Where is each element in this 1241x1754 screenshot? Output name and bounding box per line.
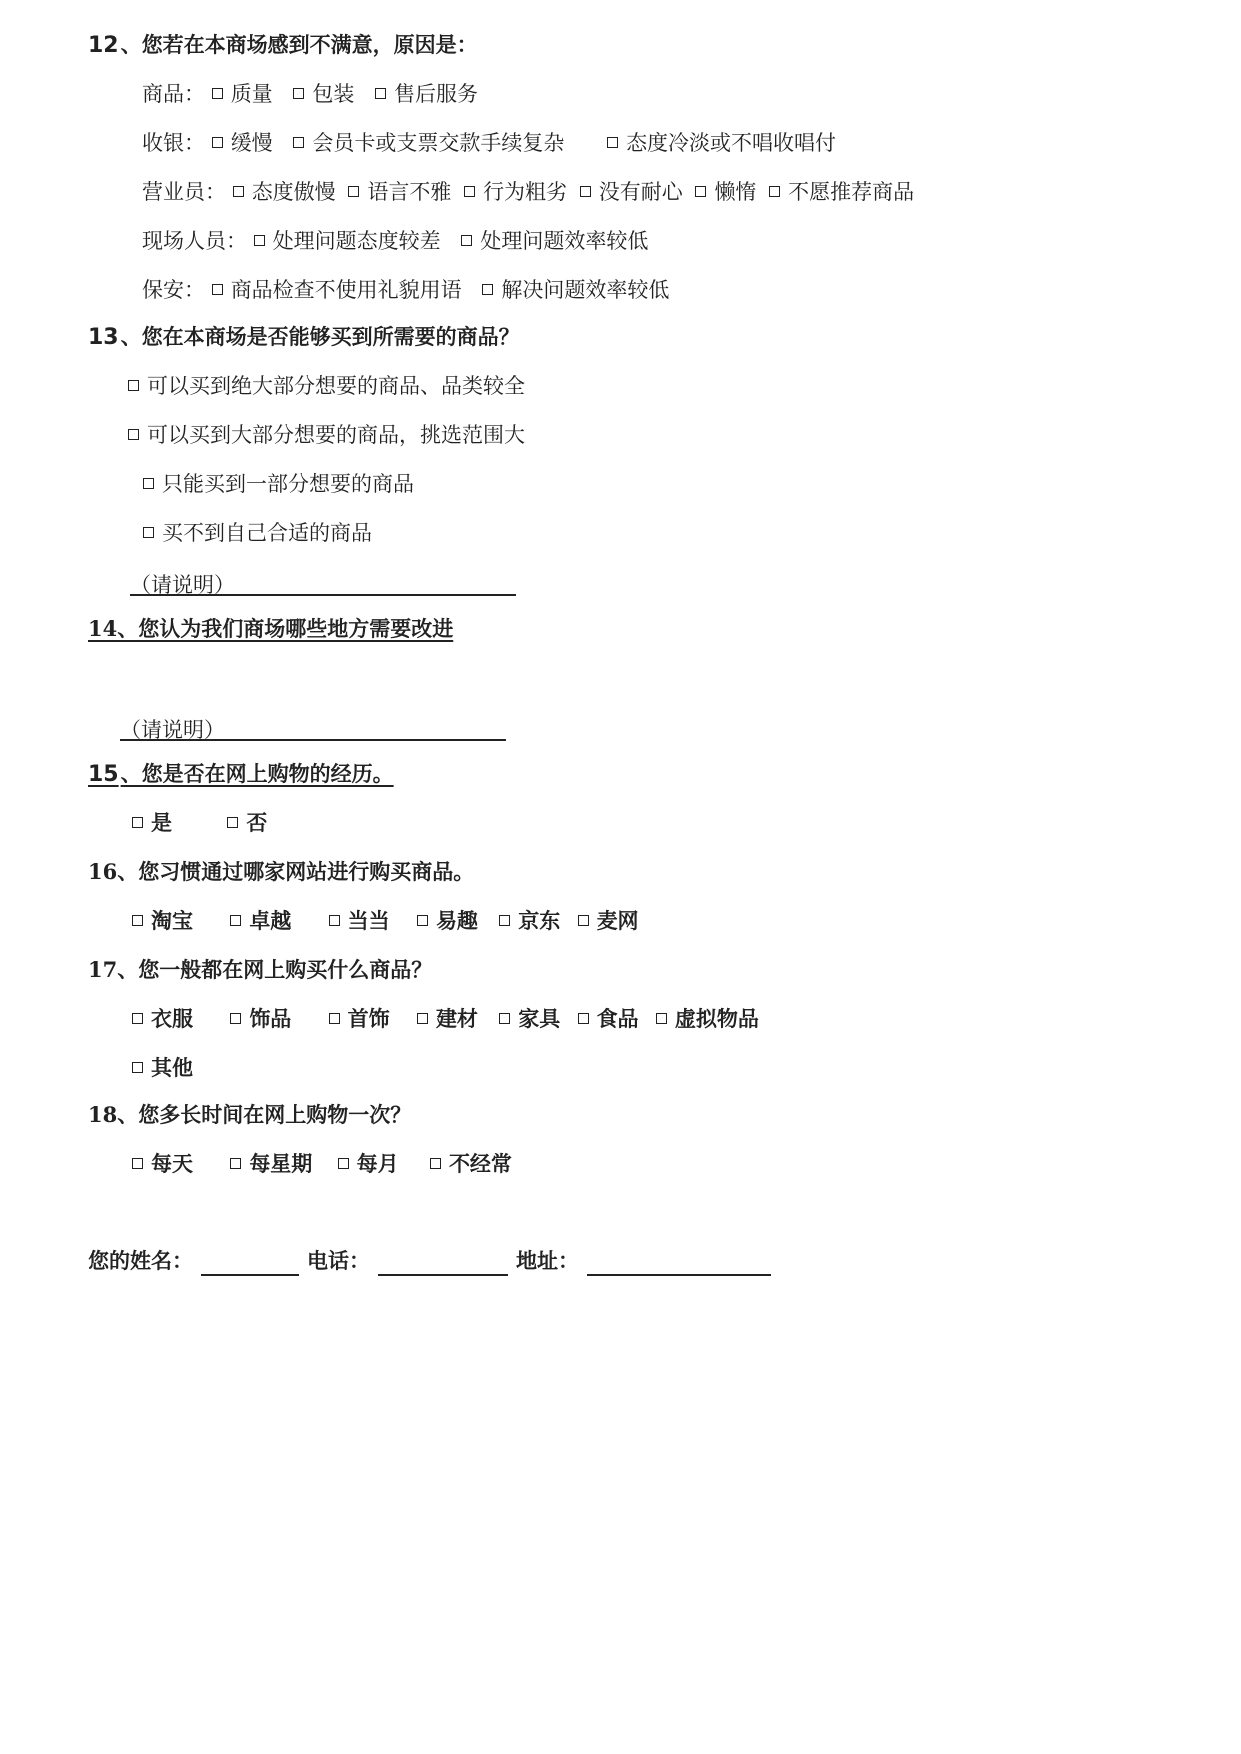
question-number: 12 <box>88 33 119 58</box>
checkbox-icon[interactable] <box>293 88 304 99</box>
row-label: 收银： <box>142 131 205 155</box>
q13-explain-field[interactable] <box>130 566 516 596</box>
checkbox-option[interactable]: 缓慢 <box>212 128 273 158</box>
checkbox-option[interactable]: 衣服 <box>132 1004 193 1034</box>
question-text: 、您是否在网上购物的经历。 <box>120 761 394 786</box>
q12-row-goods <box>142 79 492 109</box>
checkbox-icon[interactable] <box>375 88 386 99</box>
q17-options-row2 <box>132 1053 207 1083</box>
checkbox-icon[interactable] <box>769 186 780 197</box>
checkbox-icon[interactable] <box>580 186 591 197</box>
checkbox-icon[interactable] <box>132 1062 143 1073</box>
checkbox-icon[interactable] <box>212 137 223 148</box>
checkbox-option[interactable]: 可以买到大部分想要的商品，挑选范围大 <box>128 420 525 450</box>
checkbox-icon[interactable] <box>338 1158 349 1169</box>
checkbox-option[interactable]: 解决问题效率较低 <box>482 275 669 305</box>
checkbox-option[interactable]: 不愿推荐商品 <box>769 177 914 207</box>
checkbox-icon[interactable] <box>329 915 340 926</box>
checkbox-option[interactable]: 懒惰 <box>695 177 756 207</box>
question-12 <box>88 30 478 60</box>
question-14 <box>88 614 453 644</box>
checkbox-option[interactable]: 首饰 <box>329 1004 390 1034</box>
checkbox-option[interactable]: 当当 <box>329 906 390 936</box>
checkbox-icon[interactable] <box>656 1013 667 1024</box>
question-15 <box>88 759 394 789</box>
q12-row-cashier <box>142 128 850 158</box>
checkbox-option[interactable]: 每天 <box>132 1149 193 1179</box>
q18-options <box>132 1149 526 1179</box>
checkbox-icon[interactable] <box>417 1013 428 1024</box>
checkbox-icon[interactable] <box>482 284 493 295</box>
checkbox-option[interactable]: 麦网 <box>578 906 639 936</box>
checkbox-icon[interactable] <box>329 1013 340 1024</box>
checkbox-option[interactable]: 质量 <box>212 79 273 109</box>
checkbox-option[interactable]: 可以买到绝大部分想要的商品、品类较全 <box>128 371 525 401</box>
name-label: 您的姓名： <box>88 1248 193 1273</box>
checkbox-icon[interactable] <box>230 1158 241 1169</box>
checkbox-icon[interactable] <box>212 284 223 295</box>
explain-label: （请说明） <box>120 718 225 742</box>
checkbox-icon[interactable] <box>132 1158 143 1169</box>
question-17 <box>88 955 432 985</box>
row-label: 营业员： <box>142 180 226 204</box>
checkbox-icon[interactable] <box>430 1158 441 1169</box>
explain-label: （请说明） <box>130 573 235 597</box>
checkbox-option[interactable]: 淘宝 <box>132 906 193 936</box>
checkbox-icon[interactable] <box>417 915 428 926</box>
checkbox-option[interactable]: 语言不雅 <box>348 177 451 207</box>
checkbox-icon[interactable] <box>128 429 139 440</box>
question-text: 18、您多长时间在网上购物一次？ <box>88 1102 412 1127</box>
question-13 <box>88 322 520 352</box>
checkbox-icon[interactable] <box>499 1013 510 1024</box>
question-18 <box>88 1100 411 1130</box>
checkbox-option[interactable]: 家具 <box>499 1004 560 1034</box>
checkbox-icon[interactable] <box>461 235 472 246</box>
checkbox-option[interactable]: 商品检查不使用礼貌用语 <box>212 275 462 305</box>
checkbox-option[interactable]: 没有耐心 <box>580 177 683 207</box>
checkbox-option[interactable]: 态度冷淡或不唱收唱付 <box>607 128 836 158</box>
question-number: 13 <box>88 325 119 350</box>
checkbox-icon[interactable] <box>230 915 241 926</box>
checkbox-icon[interactable] <box>132 915 143 926</box>
q15-options <box>132 808 281 838</box>
checkbox-option[interactable]: 否 <box>227 808 267 838</box>
checkbox-option[interactable]: 其他 <box>132 1053 193 1083</box>
checkbox-option[interactable]: 态度傲慢 <box>233 177 336 207</box>
phone-label: 电话： <box>307 1248 370 1273</box>
checkbox-icon[interactable] <box>233 186 244 197</box>
q12-row-staff <box>142 177 920 207</box>
checkbox-icon[interactable] <box>212 88 223 99</box>
checkbox-option[interactable]: 售后服务 <box>375 79 478 109</box>
q17-options <box>132 1004 773 1034</box>
checkbox-icon[interactable] <box>607 137 618 148</box>
checkbox-option[interactable]: 处理问题效率较低 <box>461 226 648 256</box>
checkbox-option[interactable]: 包装 <box>293 79 354 109</box>
checkbox-icon[interactable] <box>143 527 154 538</box>
row-label: 保安： <box>142 278 205 302</box>
checkbox-option[interactable]: 食品 <box>578 1004 639 1034</box>
checkbox-option[interactable]: 每月 <box>338 1149 399 1179</box>
checkbox-icon[interactable] <box>230 1013 241 1024</box>
q12-row-onsite <box>142 226 662 256</box>
checkbox-icon[interactable] <box>227 817 238 828</box>
checkbox-icon[interactable] <box>695 186 706 197</box>
contact-row <box>88 1246 779 1276</box>
address-field[interactable] <box>587 1250 771 1276</box>
checkbox-icon[interactable] <box>143 478 154 489</box>
question-text: 、您若在本商场感到不满意，原因是： <box>120 32 478 57</box>
checkbox-option[interactable]: 处理问题态度较差 <box>254 226 441 256</box>
checkbox-option[interactable]: 是 <box>132 808 172 838</box>
checkbox-option[interactable]: 京东 <box>499 906 560 936</box>
phone-field[interactable] <box>378 1250 508 1276</box>
checkbox-option[interactable]: 卓越 <box>230 906 291 936</box>
checkbox-icon[interactable] <box>578 915 589 926</box>
checkbox-option[interactable]: 会员卡或支票交款手续复杂 <box>293 128 564 158</box>
question-text: 、您在本商场是否能够买到所需要的商品？ <box>120 324 520 349</box>
name-field[interactable] <box>201 1250 299 1276</box>
checkbox-option[interactable]: 行为粗劣 <box>464 177 567 207</box>
checkbox-option[interactable]: 买不到自己合适的商品 <box>143 518 372 548</box>
q12-row-security <box>142 275 683 305</box>
checkbox-option[interactable]: 虚拟物品 <box>656 1004 759 1034</box>
checkbox-icon[interactable] <box>128 380 139 391</box>
address-label: 地址： <box>516 1248 579 1273</box>
checkbox-option[interactable]: 每星期 <box>230 1149 312 1179</box>
checkbox-icon[interactable] <box>464 186 475 197</box>
checkbox-option[interactable]: 饰品 <box>230 1004 291 1034</box>
checkbox-option[interactable]: 不经常 <box>430 1149 512 1179</box>
question-number: 15 <box>88 762 119 787</box>
question-text: 17、您一般都在网上购买什么商品？ <box>88 957 433 982</box>
checkbox-icon[interactable] <box>578 1013 589 1024</box>
q16-options <box>132 906 653 936</box>
checkbox-icon[interactable] <box>254 235 265 246</box>
question-text: 14、您认为我们商场哪些地方需要改进 <box>88 616 454 641</box>
checkbox-option[interactable]: 易趣 <box>417 906 478 936</box>
question-16 <box>88 857 474 887</box>
checkbox-option[interactable]: 建材 <box>417 1004 478 1034</box>
checkbox-icon[interactable] <box>132 817 143 828</box>
question-text: 16、您习惯通过哪家网站进行购买商品。 <box>88 859 475 884</box>
q14-explain-field[interactable] <box>120 711 506 741</box>
checkbox-option[interactable]: 只能买到一部分想要的商品 <box>143 469 414 499</box>
checkbox-icon[interactable] <box>132 1013 143 1024</box>
checkbox-icon[interactable] <box>293 137 304 148</box>
row-label: 商品： <box>142 82 205 106</box>
checkbox-icon[interactable] <box>348 186 359 197</box>
row-label: 现场人员： <box>142 229 247 253</box>
checkbox-icon[interactable] <box>499 915 510 926</box>
